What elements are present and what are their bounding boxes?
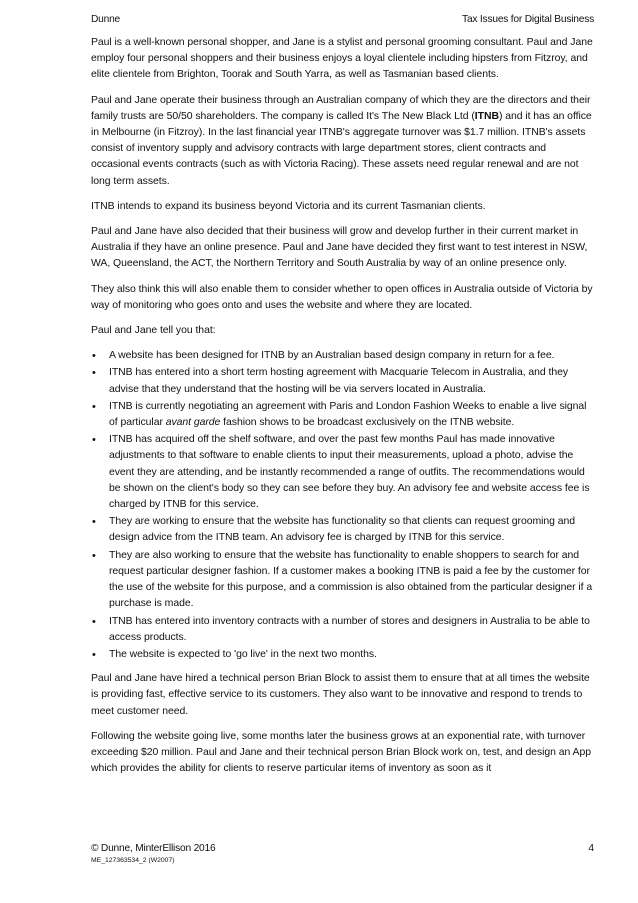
company-abbrev: ITNB: [474, 110, 499, 122]
paragraph-growth: Following the website going live, some months later the business grows at an exponential rate, with turnover exceeding $20 million. Paul and Jane and their technical person Brian Block work on, test, and design an App which provides the ability for clients to reserve particular items of inventory as soon as it: [91, 730, 591, 775]
paragraph-tell: Paul and Jane tell you that:: [91, 325, 216, 337]
paragraph-company: Paul and Jane operate their business through an Australian company of which they are the directors and their family trusts are 50/50 shareholders. The company is called It's The New Black Ltd (ITNB) and it has an office in Melbourne (in Fitzroy). In the last financial year ITNB's aggregate turnover was $1.7 million. ITNB's assets consist of inventory supply and advisory contracts with large department stores, client contracts and occasional events contracts (such as with Victoria Racing). These assets need regular renewal and are not long term assets.: [91, 94, 592, 187]
list-item: • ITNB has entered into a short term hosting agreement with Macquarie Telecom in Australia, and they advise that they understand that the hosting will be via servers located in Australia.: [91, 365, 594, 397]
list-item: • ITNB has entered into inventory contracts with a number of stores and designers in Australia to be able to access products.: [91, 614, 594, 646]
paragraph-offices: They also think this will also enable them to consider whether to open offices in Australia outside of Victoria by way of monitoring who goes onto and uses the website and where they are located.: [91, 283, 593, 311]
list-item: • They are working to ensure that the website has functionality so that clients can request grooming and design advice from the ITNB team. An advisory fee is charged by ITNB for this service.: [91, 514, 594, 546]
paragraph-online: Paul and Jane have also decided that their business will grow and develop further in their current market in Australia if they have an online presence. Paul and Jane have decided they first want to test interest in NSW, WA, Queensland, the ACT, the Northern Territory and South Australia by way of an online presence only.: [91, 226, 588, 270]
list-item: • ITNB has acquired off the shelf software, and over the past few months Paul has made innovative adjustments to that software to enable clients to input their measurements, upload a photo, advise the event they are attending, and be instantly recommended a range of outfits. The recommendations would be shown on the client's body so they can see before they buy. An advisory fee and website access fee is charged by ITNB for this service.: [91, 432, 594, 513]
list-item: • A website has been designed for ITNB by an Australian based design company in return for a fee.: [91, 348, 594, 364]
page-number: 4: [588, 843, 594, 854]
list-item: • ITNB is currently negotiating an agreement with Paris and London Fashion Weeks to enable a live signal of particular avant garde fashion shows to be broadcast exclusively on the ITNB website.: [91, 399, 594, 431]
paragraph-intro: Paul is a well-known personal shopper, and Jane is a stylist and personal grooming consultant. Paul and Jane employ four personal shoppers and their business enjoys a loyal clientele including hipsters from Fitzroy, and elite clientele from Brighton, Toorak and South Yarra, as well as Tasmanian based clients.: [91, 37, 593, 81]
footer-copyright: © Dunne, MinterEllison 2016: [91, 843, 216, 854]
list-item: • The website is expected to 'go live' in the next two months.: [91, 647, 594, 663]
document-id: ME_127363534_2 (W2007): [91, 857, 175, 864]
header-title: Tax Issues for Digital Business: [462, 14, 594, 25]
page-header: [91, 14, 594, 30]
document-body: [91, 35, 594, 786]
paragraph-expand: ITNB intends to expand its business beyond Victoria and its current Tasmanian clients.: [91, 200, 486, 212]
list-item: • They are also working to ensure that the website has functionality to enable shoppers to search for and request particular designer fashion. If a customer makes a booking ITNB is paid a fee by the customer for the use of the website for this purpose, and a commission is also obtained from the particular designer if a purchase is made.: [91, 548, 594, 613]
bullet-list: [91, 348, 594, 663]
paragraph-technical: Paul and Jane have hired a technical person Brian Block to assist them to ensure that at all times the website is providing fast, effective service to its customers. They also want to be innovative and respond to trends to meet customer need.: [91, 673, 590, 717]
header-author: Dunne: [91, 14, 121, 25]
